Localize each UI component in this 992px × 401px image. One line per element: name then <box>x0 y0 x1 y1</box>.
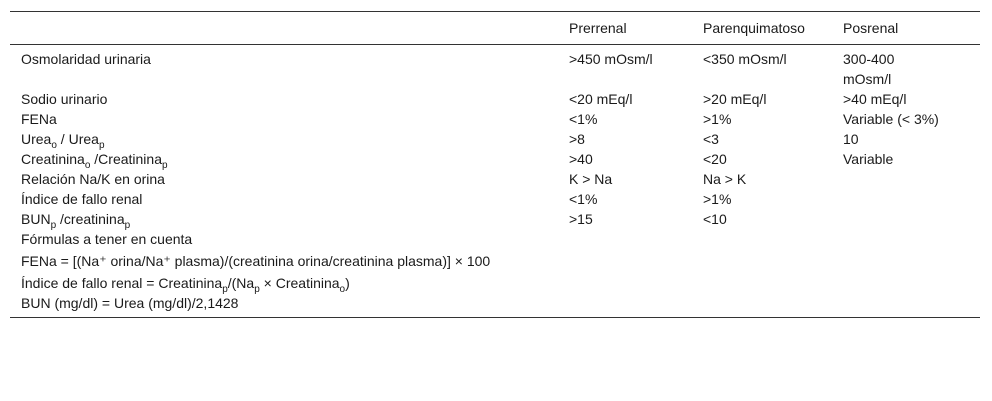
header-empty <box>10 12 569 45</box>
cell-parenquimatoso: >20 mEq/l <box>703 91 767 107</box>
cell-posrenal <box>843 209 980 229</box>
header-prerrenal: Prerrenal <box>569 20 627 36</box>
cell-posrenal: 300-400 mOsm/l <box>843 51 895 87</box>
table-row <box>10 129 980 149</box>
cell-prerrenal: K > Na <box>569 171 613 187</box>
cell-posrenal: Variable <box>843 151 894 167</box>
table-row <box>10 209 980 229</box>
formula-bun: BUN (mg/dl) = Urea (mg/dl)/2,1428 <box>21 295 239 311</box>
formula-ifr: Índice de fallo renal = $Creatinina_p/(Na_p$ × Creatinina$_o$) <box>21 275 350 295</box>
cell-posrenal: >40 mEq/l <box>843 91 907 107</box>
cell-parenquimatoso: Na > K <box>703 171 747 187</box>
table-row <box>10 89 980 109</box>
cell-posrenal: Variable (< 3%) <box>843 111 939 127</box>
cell-parenquimatoso: <10 <box>703 211 727 227</box>
cell-parenquimatoso: <350 mOsm/l <box>703 51 787 67</box>
row-label: FENa <box>21 111 57 127</box>
row-label: Sodio urinario <box>21 91 108 107</box>
header-posrenal: Posrenal <box>843 20 899 36</box>
cell-posrenal <box>843 189 980 209</box>
cell-prerrenal: <1% <box>569 111 598 127</box>
cell-posrenal <box>843 169 980 189</box>
renal-failure-table <box>10 11 980 318</box>
cell-prerrenal: >15 <box>569 211 593 227</box>
row-label: Índice de fallo renal <box>21 191 143 207</box>
table-row <box>10 109 980 129</box>
row-label: Creatinina$_o$ /Creatinina$_p$ <box>21 151 168 171</box>
row-label: Osmolaridad urinaria <box>21 51 151 67</box>
cell-prerrenal: >8 <box>569 131 585 147</box>
cell-posrenal: 10 <box>843 131 859 147</box>
row-label: $BUN_p$ /creatinina$_p$ <box>21 211 131 231</box>
table-row <box>10 169 980 189</box>
row-label: Urea$_o$ / Urea$_p$ <box>21 131 105 151</box>
cell-parenquimatoso: >1% <box>703 111 732 127</box>
formula-row <box>10 271 980 293</box>
header-row <box>10 12 980 45</box>
formulas-title: Fórmulas a tener en cuenta <box>21 231 193 247</box>
formulas-title-row <box>10 229 980 249</box>
cell-prerrenal: >450 mOsm/l <box>569 51 653 67</box>
cell-parenquimatoso: >1% <box>703 191 732 207</box>
cell-parenquimatoso: <3 <box>703 131 719 147</box>
formula-row <box>10 249 980 271</box>
cell-prerrenal: >40 <box>569 151 593 167</box>
table-row <box>10 189 980 209</box>
table-row <box>10 149 980 169</box>
row-label: Relación Na/K en orina <box>21 171 165 187</box>
header-parenquimatoso: Parenquimatoso <box>703 20 805 36</box>
table-container <box>10 11 980 318</box>
formula-row <box>10 293 980 318</box>
formula-fena: FENa = [(Na⁺ orina/Na⁺ plasma)/(creatinina orina/creatinina plasma)] × 100 <box>21 253 491 269</box>
cell-prerrenal: <20 mEq/l <box>569 91 633 107</box>
cell-prerrenal: <1% <box>569 191 598 207</box>
table-row <box>10 45 980 90</box>
cell-parenquimatoso: <20 <box>703 151 727 167</box>
